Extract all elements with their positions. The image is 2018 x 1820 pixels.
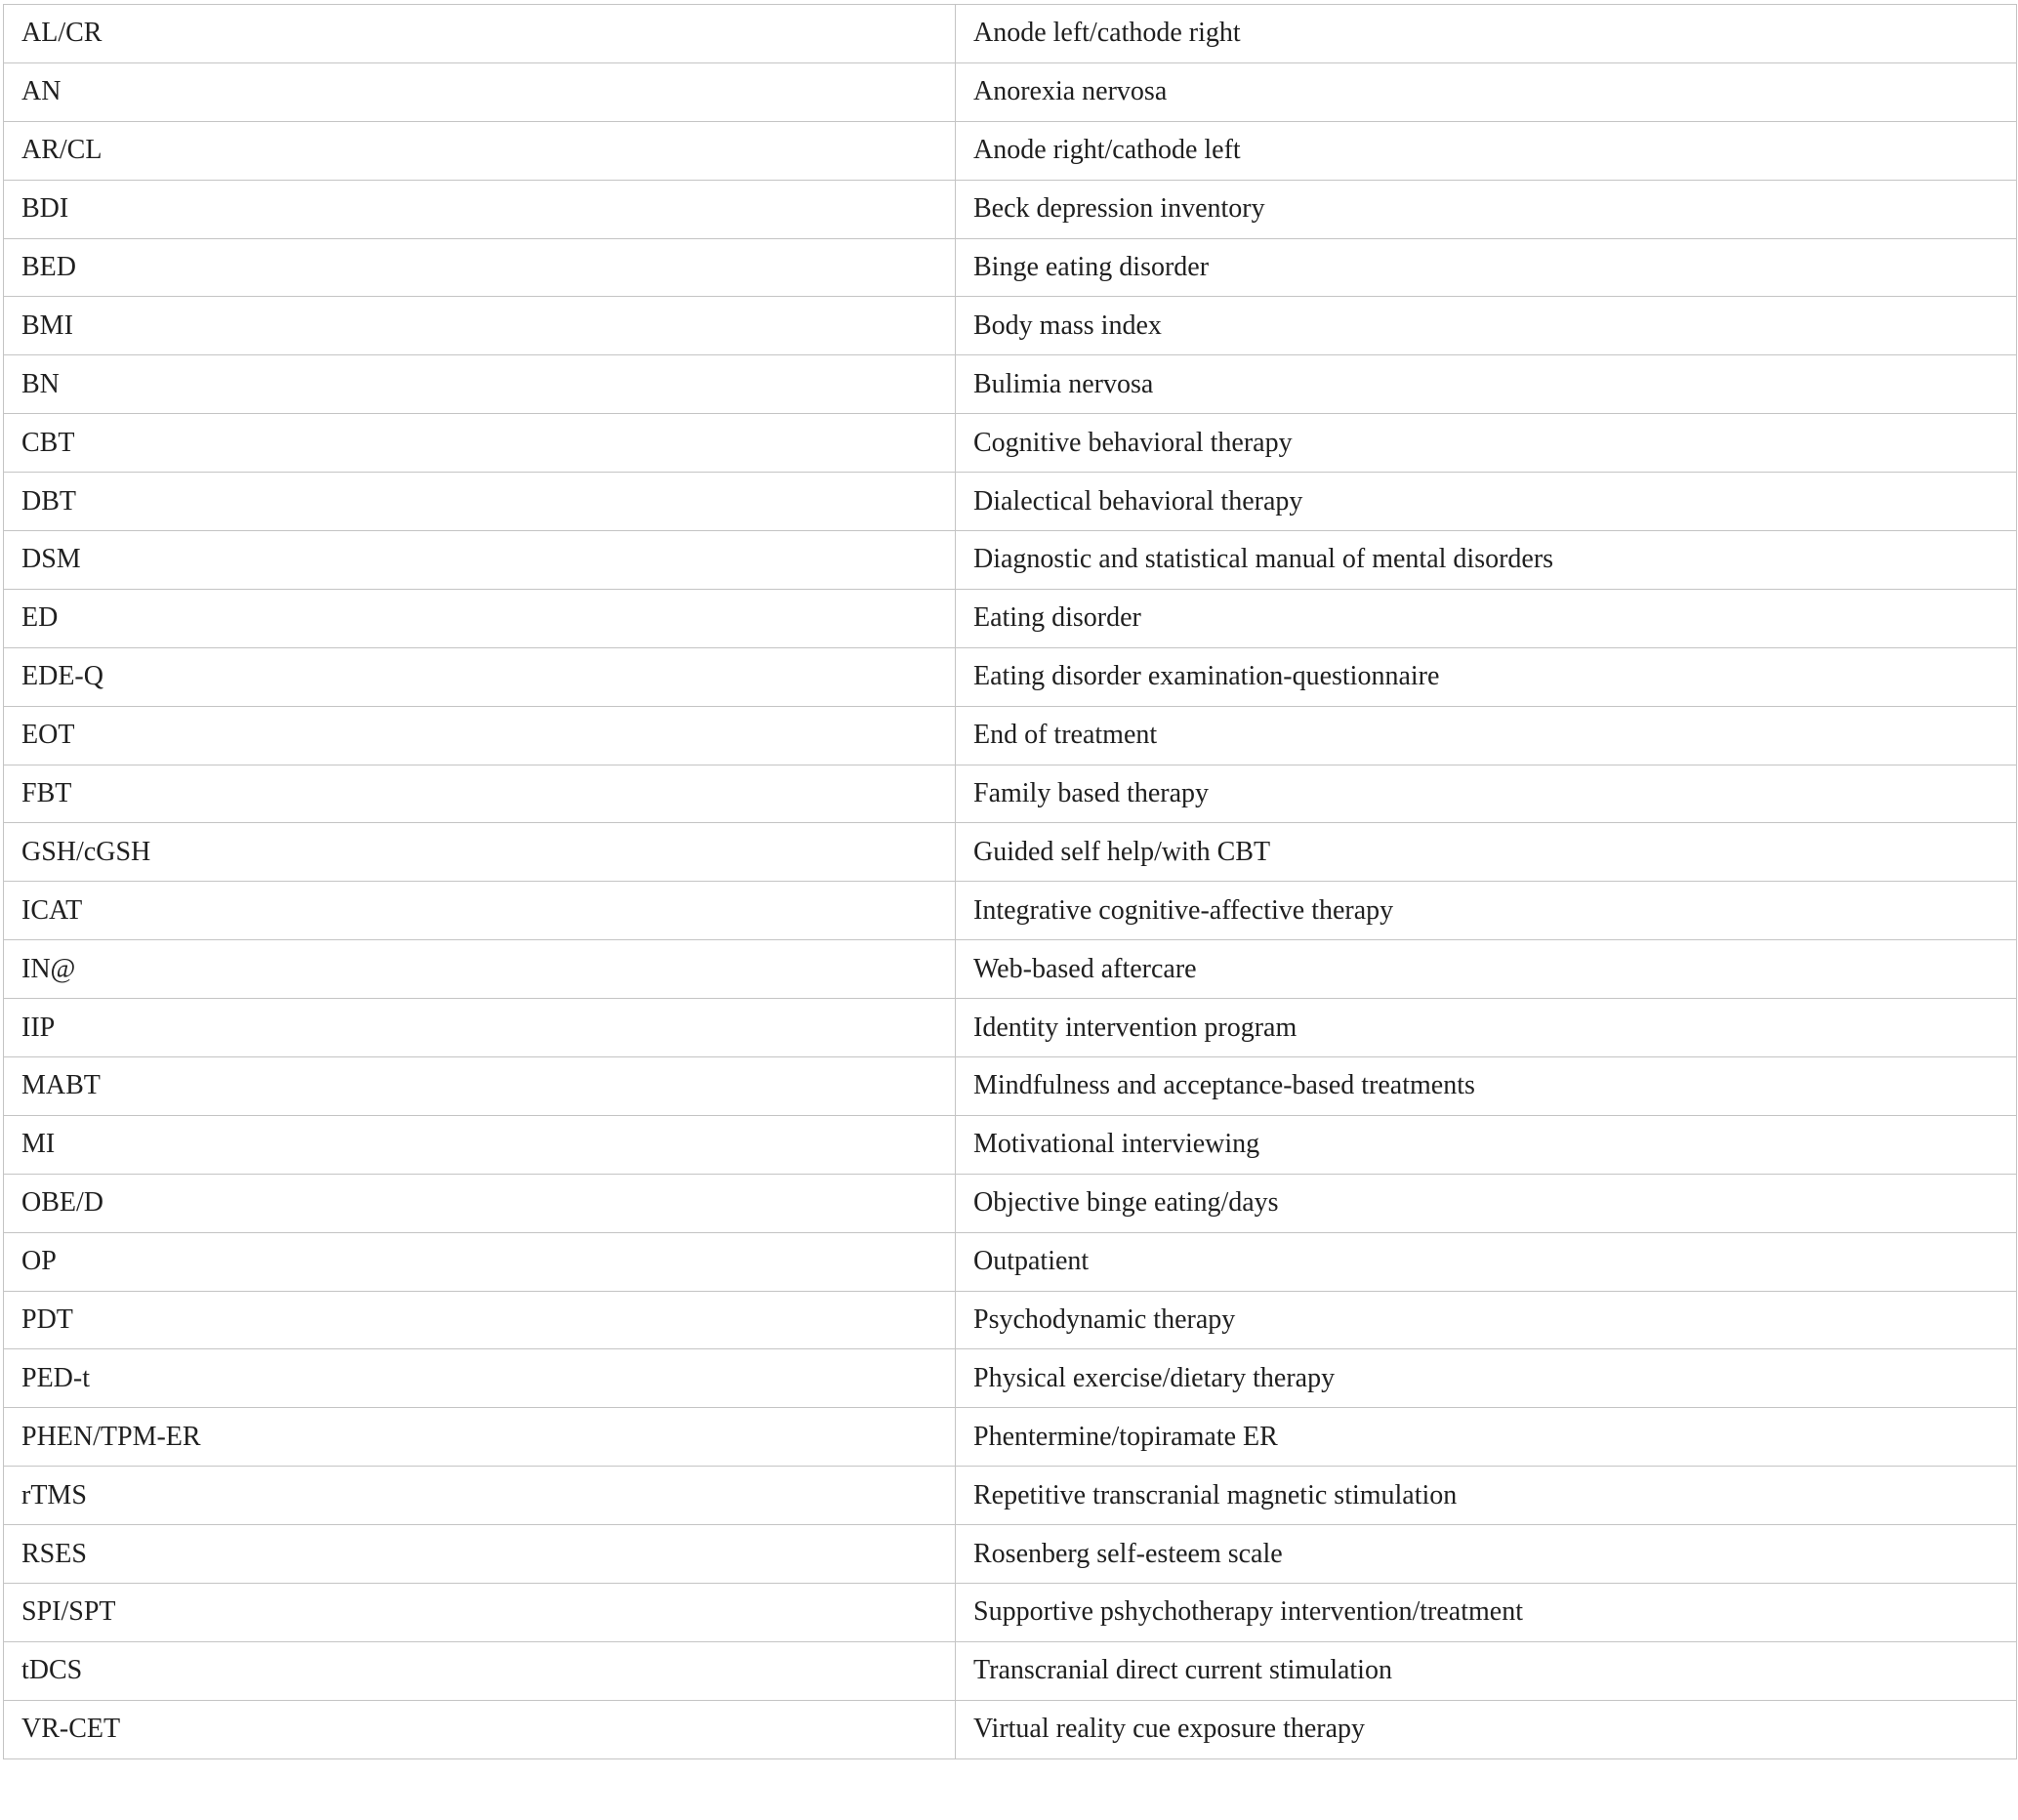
table-row: [4, 1174, 2017, 1232]
abbreviation-cell: GSH/cGSH: [4, 823, 956, 882]
table-row: [4, 823, 2017, 882]
abbreviation-cell: ED: [4, 589, 956, 647]
abbreviation-cell: PDT: [4, 1291, 956, 1349]
abbreviation-cell: BED: [4, 238, 956, 297]
table-row: [4, 355, 2017, 414]
abbreviation-cell: SPI/SPT: [4, 1584, 956, 1642]
abbreviation-cell: DBT: [4, 473, 956, 531]
table-row: [4, 1057, 2017, 1116]
table-row: [4, 589, 2017, 647]
definition-cell: Anorexia nervosa: [956, 62, 2017, 121]
abbreviation-cell: OP: [4, 1232, 956, 1291]
abbreviation-cell: FBT: [4, 765, 956, 823]
table-row: [4, 940, 2017, 999]
definition-cell: Body mass index: [956, 297, 2017, 355]
table-row: [4, 5, 2017, 63]
abbreviation-cell: AL/CR: [4, 5, 956, 63]
definition-cell: Web-based aftercare: [956, 940, 2017, 999]
table-row: [4, 473, 2017, 531]
definition-cell: Guided self help/with CBT: [956, 823, 2017, 882]
abbreviation-cell: BN: [4, 355, 956, 414]
definition-cell: Anode right/cathode left: [956, 121, 2017, 180]
definition-cell: Binge eating disorder: [956, 238, 2017, 297]
definition-cell: Mindfulness and acceptance-based treatments: [956, 1057, 2017, 1116]
abbreviation-cell: DSM: [4, 531, 956, 590]
table-row: [4, 706, 2017, 765]
table-row: [4, 1700, 2017, 1758]
definition-cell: Motivational interviewing: [956, 1115, 2017, 1174]
abbreviation-cell: PHEN/TPM-ER: [4, 1408, 956, 1467]
abbreviations-table-body: [4, 5, 2017, 1759]
abbreviation-cell: IN@: [4, 940, 956, 999]
abbreviation-cell: BMI: [4, 297, 956, 355]
definition-cell: Phentermine/topiramate ER: [956, 1408, 2017, 1467]
table-row: [4, 1408, 2017, 1467]
definition-cell: Bulimia nervosa: [956, 355, 2017, 414]
abbreviation-cell: EOT: [4, 706, 956, 765]
table-row: [4, 1115, 2017, 1174]
definition-cell: Diagnostic and statistical manual of mental disorders: [956, 531, 2017, 590]
abbreviation-cell: ICAT: [4, 882, 956, 940]
abbreviation-cell: OBE/D: [4, 1174, 956, 1232]
definition-cell: Outpatient: [956, 1232, 2017, 1291]
abbreviation-cell: AN: [4, 62, 956, 121]
table-row: [4, 1349, 2017, 1408]
table-row: [4, 765, 2017, 823]
abbreviation-cell: RSES: [4, 1525, 956, 1584]
definition-cell: Anode left/cathode right: [956, 5, 2017, 63]
abbreviation-cell: VR-CET: [4, 1700, 956, 1758]
table-row: [4, 1525, 2017, 1584]
abbreviation-cell: PED-t: [4, 1349, 956, 1408]
definition-cell: Eating disorder examination-questionnaire: [956, 647, 2017, 706]
table-row: [4, 1641, 2017, 1700]
table-row: [4, 1232, 2017, 1291]
table-row: [4, 531, 2017, 590]
definition-cell: Beck depression inventory: [956, 180, 2017, 238]
definition-cell: Dialectical behavioral therapy: [956, 473, 2017, 531]
definition-cell: Cognitive behavioral therapy: [956, 414, 2017, 473]
abbreviation-cell: MABT: [4, 1057, 956, 1116]
table-row: [4, 121, 2017, 180]
table-row: [4, 1584, 2017, 1642]
abbreviation-cell: IIP: [4, 999, 956, 1057]
table-row: [4, 647, 2017, 706]
table-row: [4, 414, 2017, 473]
abbreviation-cell: EDE-Q: [4, 647, 956, 706]
table-row: [4, 297, 2017, 355]
definition-cell: Psychodynamic therapy: [956, 1291, 2017, 1349]
definition-cell: Rosenberg self-esteem scale: [956, 1525, 2017, 1584]
definition-cell: Repetitive transcranial magnetic stimulation: [956, 1467, 2017, 1525]
table-row: [4, 999, 2017, 1057]
definition-cell: Identity intervention program: [956, 999, 2017, 1057]
abbreviation-cell: BDI: [4, 180, 956, 238]
definition-cell: Eating disorder: [956, 589, 2017, 647]
table-row: [4, 882, 2017, 940]
table-row: [4, 180, 2017, 238]
definition-cell: End of treatment: [956, 706, 2017, 765]
abbreviation-cell: MI: [4, 1115, 956, 1174]
definition-cell: Family based therapy: [956, 765, 2017, 823]
definition-cell: Integrative cognitive-affective therapy: [956, 882, 2017, 940]
definition-cell: Physical exercise/dietary therapy: [956, 1349, 2017, 1408]
definition-cell: Transcranial direct current stimulation: [956, 1641, 2017, 1700]
abbreviation-cell: CBT: [4, 414, 956, 473]
table-row: [4, 62, 2017, 121]
definition-cell: Virtual reality cue exposure therapy: [956, 1700, 2017, 1758]
table-row: [4, 1467, 2017, 1525]
table-row: [4, 1291, 2017, 1349]
abbreviation-cell: AR/CL: [4, 121, 956, 180]
abbreviation-cell: tDCS: [4, 1641, 956, 1700]
definition-cell: Objective binge eating/days: [956, 1174, 2017, 1232]
abbreviation-cell: rTMS: [4, 1467, 956, 1525]
table-row: [4, 238, 2017, 297]
definition-cell: Supportive pshychotherapy intervention/treatment: [956, 1584, 2017, 1642]
abbreviations-table: [3, 4, 2017, 1759]
